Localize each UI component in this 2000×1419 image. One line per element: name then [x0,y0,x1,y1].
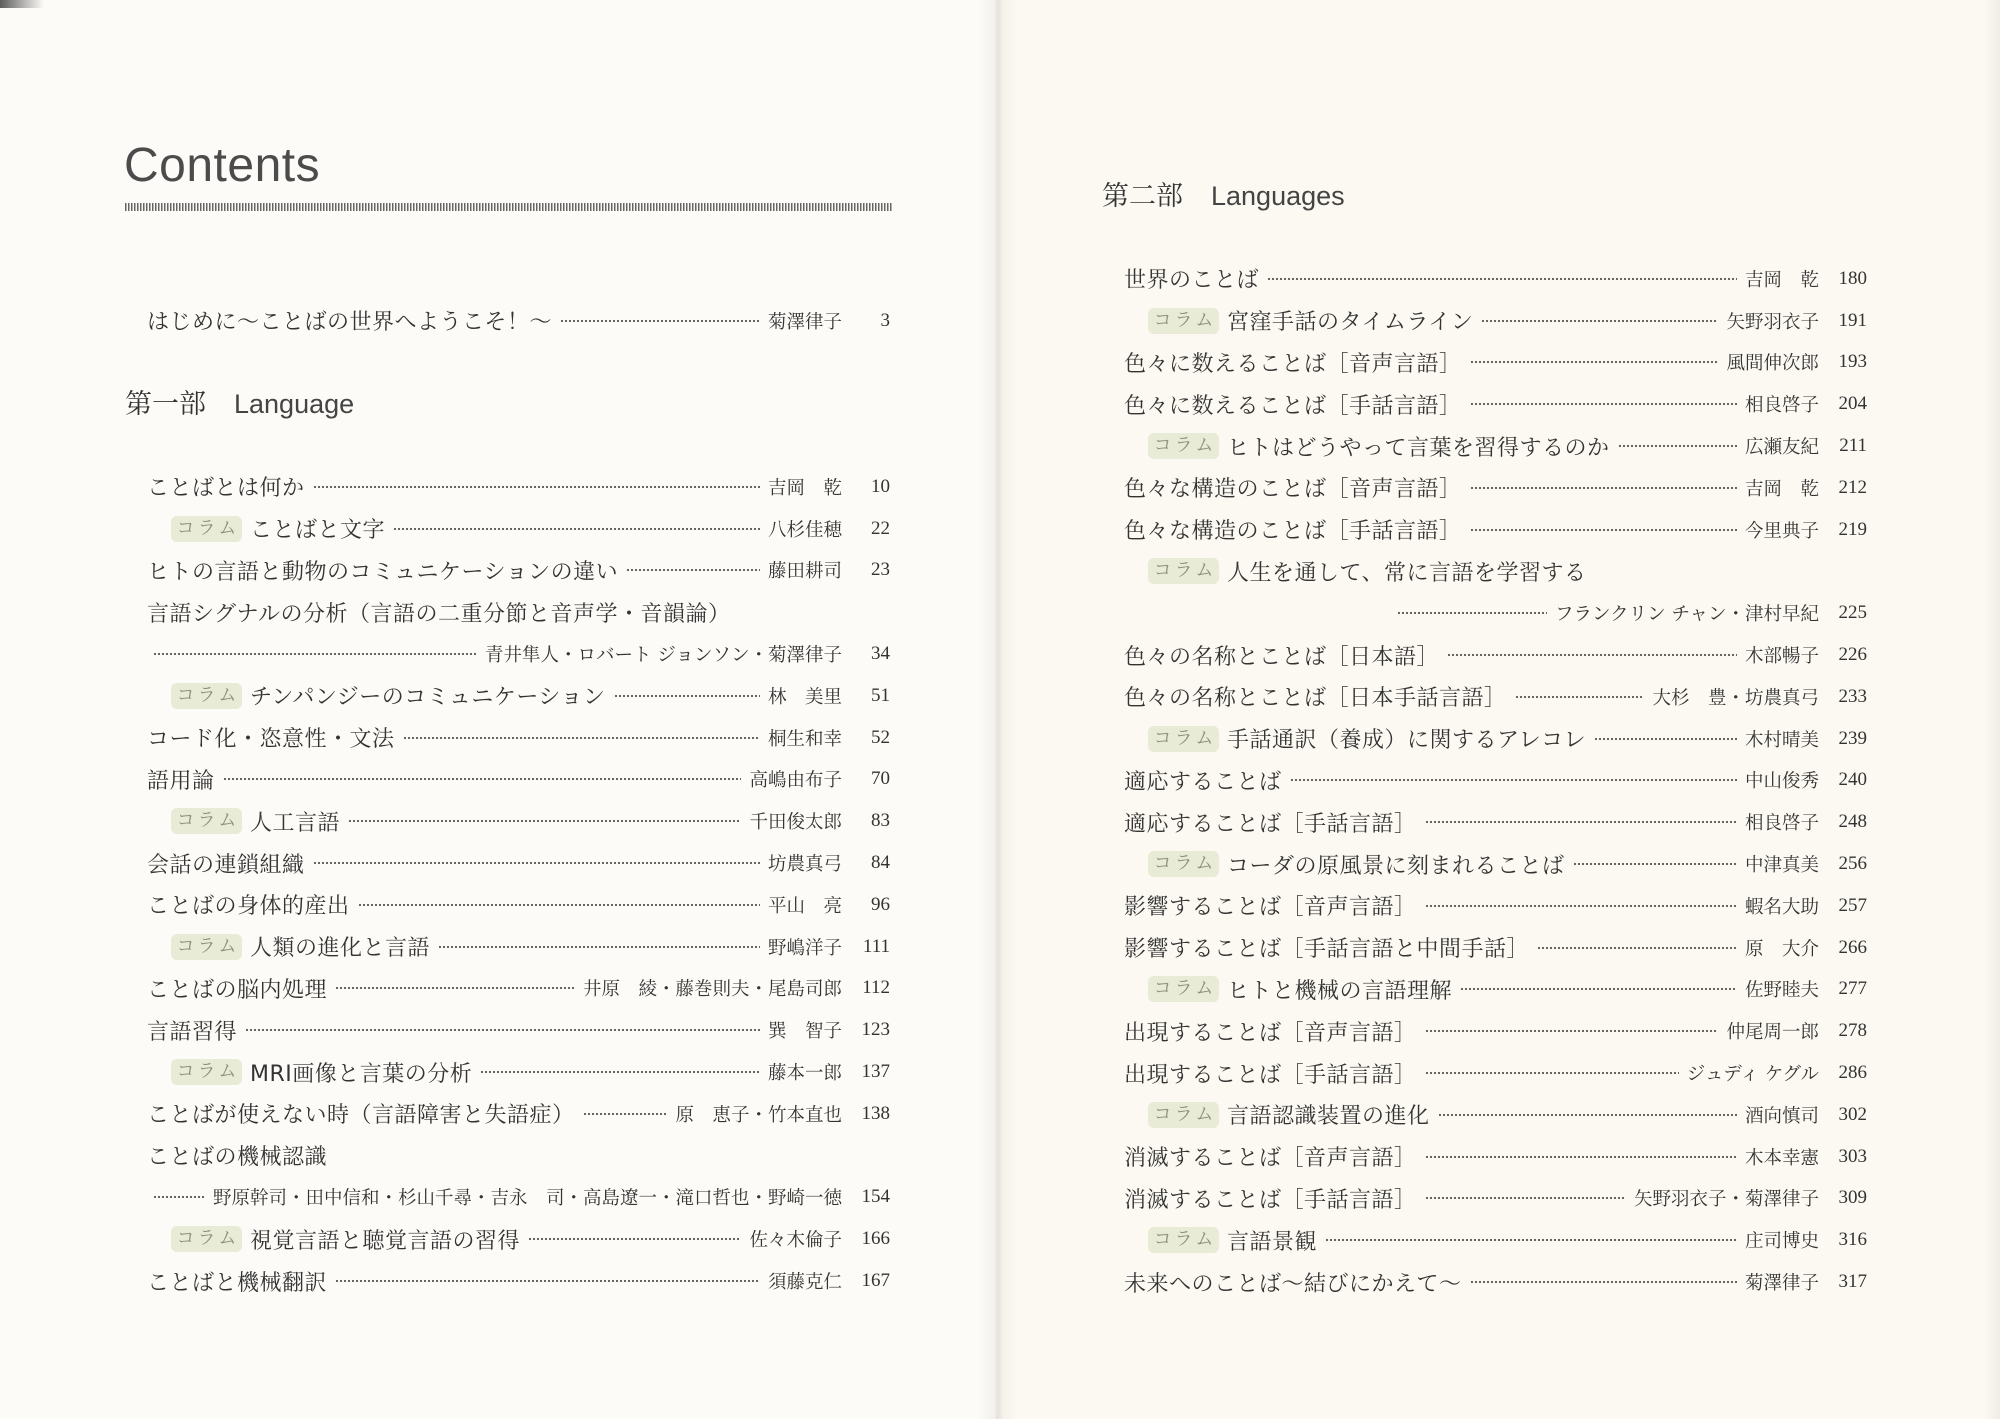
entry-title: ヒトの言語と動物のコミュニケーションの違い [147,559,619,585]
dot-leader [393,527,760,531]
toc-entry [1124,1178,1867,1220]
part-one-heading [125,386,354,423]
entry-author: 蝦名大助 [1744,896,1819,918]
entry-page-number: 137 [861,1061,890,1083]
entry-page-number: 154 [861,1186,890,1208]
toc-entry [147,1260,890,1302]
entry-title: ことばとは何か [147,476,305,502]
entry-page-number: 317 [1838,1271,1867,1293]
entry-title: ヒトと機械の言語理解 [1227,978,1453,1004]
toc-entry [147,884,890,926]
entry-author: 広瀬友紀 [1744,437,1819,459]
entry-title: 適応することば [1124,769,1282,795]
dot-leader [1290,778,1737,782]
entry-author: 井原 綾・藤巻則夫・尾島司郎 [582,979,842,1001]
entry-page-number: 123 [861,1019,890,1041]
toc-entry [1124,1010,1867,1052]
dot-leader [1470,528,1737,532]
entry-title: コード化・恣意性・文法 [147,727,395,753]
toc-entry [1124,676,1867,718]
dot-leader [583,1112,668,1116]
dot-leader [1537,946,1737,950]
dot-leader [626,568,760,572]
toc-entry [147,1177,890,1219]
entry-title: ことばと機械翻訳 [147,1270,328,1296]
entry-page-number: 219 [1838,518,1867,540]
entry-title: ヒトはどうやって言葉を習得するのか [1227,435,1610,461]
entry-author: 木村晴美 [1744,729,1819,751]
entry-page-number: 22 [871,517,890,539]
entry-author: 酒向慎司 [1744,1105,1819,1127]
entry-title: 色々に数えることば［手話言語］ [1124,393,1462,419]
entry-author: 藤本一郎 [767,1063,842,1085]
toc-entry [147,800,890,842]
dot-leader [1447,653,1737,657]
entry-page-number: 225 [1838,602,1867,624]
entry-title: 色々な構造のことば［手話言語］ [1124,519,1462,545]
part-two-heading [1102,178,1345,215]
entry-author: 相良啓子 [1744,395,1819,417]
entry-title: ことばの機械認識 [147,1145,328,1171]
entry-author: 高嶋由布子 [749,770,842,792]
toc-entry [1124,927,1867,969]
contents-heading: Contents [124,139,321,192]
entry-title: 人生を通して、常に言語を学習する [1227,560,1587,586]
entry-author: 原 恵子・竹本直也 [675,1104,842,1126]
entry-author: 矢野羽衣子 [1726,311,1819,333]
entry-title: チンパンジーのコミュニケーション [250,685,606,711]
scan-corner-shadow [0,0,44,8]
entry-page-number: 3 [880,309,890,331]
entry-title: MRI画像と言葉の分析 [250,1061,473,1087]
dot-leader [403,736,760,740]
dot-leader [1325,1238,1737,1242]
toc-entry [1124,801,1867,843]
toc-entry [147,842,890,884]
toc-entry [1124,467,1867,509]
entry-title: 出現することば［手話言語］ [1124,1062,1417,1088]
toc-entry [147,1218,890,1260]
entry-page-number: 112 [862,977,890,999]
toc-entry [1124,885,1867,927]
part-title: Languages [1211,181,1345,211]
column-label: コラム [1148,1227,1219,1253]
toc-entry [1124,1052,1867,1094]
entry-author: 風間伸次郎 [1726,353,1819,375]
entry-title: コーダの原風景に刻まれることば [1227,853,1565,879]
dot-leader [1618,444,1737,448]
entry-author: 吉岡 乾 [1744,269,1819,291]
entry-author: 千田俊太郎 [749,812,842,834]
toc-entry [1124,634,1867,676]
column-label: コラム [1148,851,1219,877]
toc-entry [147,550,890,592]
dot-leader [335,1279,760,1283]
part-title: Language [234,389,355,419]
entry-page-number: 278 [1838,1020,1867,1042]
entry-author: 林 美里 [767,686,842,708]
column-label: コラム [171,683,242,709]
entry-page-number: 302 [1838,1103,1867,1125]
entry-page-number: 266 [1838,936,1867,958]
part-number: 第一部 [125,389,206,420]
entry-author: 矢野羽衣子・菊澤律子 [1633,1189,1819,1211]
entry-author: 桐生和幸 [767,728,842,750]
dot-leader [614,694,760,698]
entry-author: 須藤克仁 [767,1272,842,1294]
entry-author: 中津真美 [1744,855,1819,877]
toc-entry [147,926,890,968]
entry-author: 藤田耕司 [767,561,842,583]
entry-page-number: 248 [1838,811,1867,833]
toc-entry [147,591,890,633]
entry-page-number: 23 [871,559,890,581]
toc-entry [1124,1094,1867,1136]
entry-page-number: 226 [1838,644,1867,666]
entry-author: 中山俊秀 [1744,771,1819,793]
entry-author: 吉岡 乾 [767,477,842,499]
entry-page-number: 277 [1838,978,1867,1000]
column-label: コラム [1148,558,1219,584]
dot-leader [528,1237,741,1241]
entry-page-number: 193 [1838,351,1867,373]
entry-title: 世界のことば [1124,268,1260,294]
entry-page-number: 240 [1838,769,1867,791]
entry-author: 相良啓子 [1744,813,1819,835]
entry-title: 色々な構造のことば［音声言語］ [1124,477,1462,503]
entry-page-number: 191 [1838,309,1867,331]
column-label: コラム [1148,976,1219,1002]
entry-page-number: 96 [871,893,890,915]
toc-entry [1124,718,1867,760]
entry-page-number: 180 [1838,267,1867,289]
entry-title: 影響することば［手話言語と中間手話］ [1124,937,1530,963]
entry-author: 坊農真弓 [767,854,842,876]
entry-page-number: 51 [871,684,890,706]
entry-page-number: 166 [861,1228,890,1250]
entry-author: 平山 亮 [767,895,842,917]
part-number: 第二部 [1102,181,1183,212]
toc-entry [1124,342,1867,384]
entry-page-number: 316 [1838,1229,1867,1251]
entry-title: 会話の連鎖組織 [147,852,305,878]
entry-author: 野嶋洋子 [767,937,842,959]
entry-page-number: 257 [1838,894,1867,916]
entry-author: 仲尾周一郎 [1726,1022,1819,1044]
entry-title: 宮窪手話のタイムライン [1227,310,1474,336]
entry-author: 菊澤律子 [767,311,842,333]
entry-author: 今里典子 [1744,520,1819,542]
entry-title: 消滅することば［音声言語］ [1124,1146,1417,1172]
toc-entry [1124,425,1867,467]
toc-entry [1124,258,1867,300]
dot-leader [223,777,742,781]
toc-entry [147,466,890,508]
toc-entry [147,717,890,759]
book-gutter-shadow [978,0,1018,1419]
dot-leader [1397,611,1547,615]
toc-list-part-two [1124,258,1867,1303]
entry-author: 青井隼人・ロバート ジョンソン・菊澤律子 [484,645,842,667]
toc-entry [147,1093,890,1135]
entry-title: 言語習得 [147,1019,238,1045]
entry-author: 野原幹司・田中信和・杉山千尋・吉永 司・高島遼一・滝口哲也・野崎一徳 [212,1188,842,1210]
entry-page-number: 309 [1838,1187,1867,1209]
entry-title: 消滅することば［手話言語］ [1124,1187,1417,1213]
entry-author: 巽 智子 [767,1021,842,1043]
entry-page-number: 111 [862,935,890,957]
entry-title: 人類の進化と言語 [250,936,431,962]
dot-leader [153,1195,205,1199]
dot-leader [1425,1155,1737,1159]
entry-title: 影響することば［音声言語］ [1124,895,1417,921]
entry-author: 佐野睦夫 [1744,980,1819,1002]
entry-author: 吉岡 乾 [1744,478,1819,500]
dot-leader [1470,486,1737,490]
toc-entry [1124,969,1867,1011]
dot-leader [245,1028,760,1032]
entry-page-number: 256 [1838,853,1867,875]
entry-author: 菊澤律子 [1744,1273,1819,1295]
toc-entry [1124,551,1867,593]
dot-leader [1470,402,1737,406]
toc-entry [147,1009,890,1051]
toc-entry [1124,383,1867,425]
entry-title: 人工言語 [250,810,341,836]
toc-entry [1124,1136,1867,1178]
dot-leader [1481,319,1718,323]
column-label: コラム [1148,726,1219,752]
entry-title: 語用論 [147,768,215,794]
column-label: コラム [171,516,242,542]
column-label: コラム [171,1226,242,1252]
entry-author: 大杉 豊・坊農真弓 [1652,687,1819,709]
entry-title: 色々に数えることば［音声言語］ [1124,351,1462,377]
column-label: コラム [1148,308,1219,334]
toc-entry [147,508,890,550]
column-label: コラム [1148,1102,1219,1128]
entry-page-number: 84 [871,852,890,874]
dot-leader [348,819,741,823]
entry-page-number: 167 [861,1270,890,1292]
entry-title: ことばの脳内処理 [147,977,328,1003]
dot-leader [438,945,760,949]
toc-entry [147,675,890,717]
entry-page-number: 233 [1838,685,1867,707]
dot-leader [313,485,760,489]
entry-title: ことばと文字 [250,518,386,544]
dot-leader [1267,277,1737,281]
toc-entry [1124,843,1867,885]
entry-title: 未来へのことば〜結びにかえて〜 [1124,1271,1462,1297]
entry-page-number: 204 [1838,393,1867,415]
entry-title: ことばが使えない時（言語障害と失語症） [147,1103,575,1129]
toc-entry [147,1135,890,1177]
entry-page-number: 70 [871,768,890,790]
dot-leader [153,652,477,656]
dot-leader [560,319,760,323]
entry-title: 言語認識装置の進化 [1227,1104,1430,1130]
entry-author: フランクリン チャン・津村早紀 [1555,604,1819,626]
dot-leader [313,861,760,865]
entry-title: 言語シグナルの分析（言語の二重分節と音声学・音韻論） [147,601,731,627]
entry-author: 木部暢子 [1744,646,1819,668]
entry-author: 木本幸憲 [1744,1147,1819,1169]
column-label: コラム [171,934,242,960]
dot-leader [358,903,760,907]
contents-heading-rule [125,203,893,211]
dot-leader [1425,820,1737,824]
entry-title: 色々の名称とことば［日本手話言語］ [1124,686,1507,712]
entry-title: 色々の名称とことば［日本語］ [1124,644,1440,670]
toc-entry [1124,1219,1867,1261]
dot-leader [1470,360,1719,364]
toc-entry [147,300,890,342]
dot-leader [1425,1071,1679,1075]
entry-page-number: 138 [861,1102,890,1124]
dot-leader [1438,1113,1737,1117]
toc-entry [1124,760,1867,802]
toc-intro [147,300,890,342]
toc-entry [147,633,890,675]
entry-page-number: 52 [871,726,890,748]
entry-title: 適応することば［手話言語］ [1124,811,1417,837]
dot-leader [1425,1196,1626,1200]
entry-page-number: 34 [871,643,890,665]
entry-title: 手話通訳（養成）に関するアレコレ [1227,728,1587,754]
entry-page-number: 303 [1838,1145,1867,1167]
entry-title: 出現することば［音声言語］ [1124,1020,1417,1046]
entry-title: はじめに〜ことばの世界へようこそ！〜 [147,310,553,336]
dot-leader [480,1070,760,1074]
toc-entry [147,968,890,1010]
toc-entry [1124,509,1867,551]
entry-author: 八杉佳穂 [767,519,842,541]
dot-leader [1425,904,1737,908]
toc-entry [147,1051,890,1093]
dot-leader [1470,1280,1737,1284]
dot-leader [1573,862,1737,866]
page-edge-shadow [1984,0,2000,1419]
toc-list-part-one [147,466,890,1302]
entry-author: ジュディ ケグル [1686,1064,1819,1086]
entry-page-number: 211 [1839,435,1867,457]
entry-author: 原 大介 [1744,938,1819,960]
column-label: コラム [171,1059,242,1085]
entry-author: 庄司博史 [1744,1231,1819,1253]
entry-page-number: 212 [1838,476,1867,498]
column-label: コラム [1148,433,1219,459]
entry-title: 言語景観 [1227,1229,1318,1255]
entry-page-number: 83 [871,810,890,832]
entry-page-number: 239 [1838,727,1867,749]
entry-title: ことばの身体的産出 [147,894,350,920]
toc-entry [1124,300,1867,342]
toc-entry [147,759,890,801]
toc-entry [1124,592,1867,634]
dot-leader [1594,737,1737,741]
dot-leader [335,986,575,990]
entry-page-number: 286 [1838,1062,1867,1084]
entry-author: 佐々木倫子 [749,1230,842,1252]
dot-leader [1515,695,1645,699]
entry-page-number: 10 [871,475,890,497]
dot-leader [1460,987,1737,991]
toc-entry [1124,1261,1867,1303]
entry-title: 視覚言語と聴覚言語の習得 [250,1228,521,1254]
column-label: コラム [171,808,242,834]
dot-leader [1425,1029,1719,1033]
